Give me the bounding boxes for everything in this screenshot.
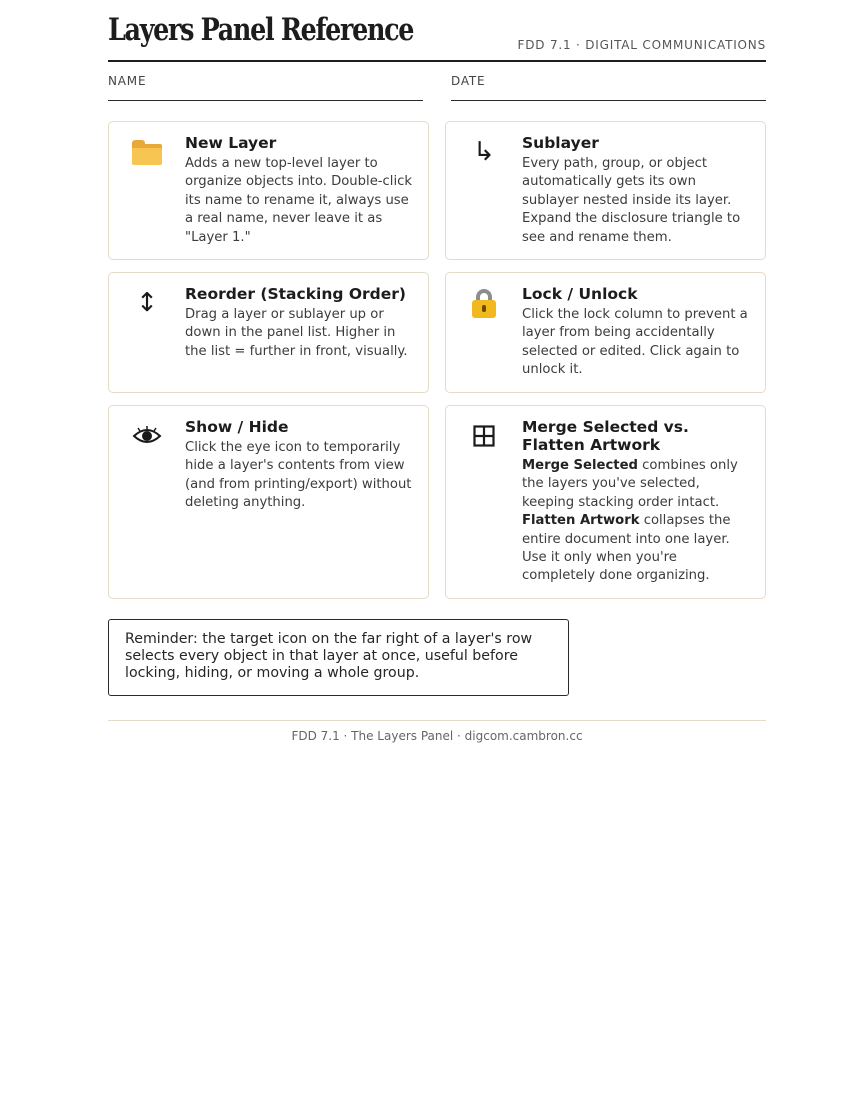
sublayer-arrow-icon: ↳	[473, 137, 495, 167]
card-description: Click the lock column to prevent a layer from being accidentally selected or edited. Click again to unlock it.	[522, 307, 748, 378]
page-footer: FDD 7.1 · The Layers Panel · digcom.cambron.cc	[108, 720, 766, 743]
card-description: Adds a new top-level layer to organize objects into. Double-click its name to rename it, always use a real name, never leave it as "Layer 1."	[185, 156, 413, 245]
card-show-hide	[108, 405, 429, 599]
card-description	[522, 457, 754, 586]
card-lock-unlock	[445, 272, 766, 393]
name-field-label: NAME	[108, 74, 147, 88]
card-title: Show / Hide	[185, 418, 289, 436]
reminder-box: Reminder: the target icon on the far right of a layer's row selects every object in that layer at once, useful before locking, hiding, or moving a whole group.	[108, 619, 569, 696]
card-reorder	[108, 272, 429, 393]
worksheet-page	[108, 0, 766, 743]
page-title: Layers Panel Reference	[108, 12, 414, 48]
card-title: Merge Selected vs. Flatten Artwork	[522, 418, 689, 454]
card-sublayer	[445, 121, 766, 260]
card-title: New Layer	[185, 134, 277, 152]
date-field-label: DATE	[451, 74, 486, 88]
flatten-artwork-text: collapses the entire document into one layer. Use it only when you're completely done organizing.	[522, 513, 731, 584]
card-description: Click the eye icon to temporarily hide a layer's contents from view (and from printing/export) without deleting anything.	[185, 440, 412, 511]
merge-selected-text: combines only the layers you've selected, keeping stacking order intact.	[522, 458, 738, 510]
card-title: Sublayer	[522, 134, 599, 152]
card-title: Reorder (Stacking Order)	[185, 285, 406, 303]
eye-icon	[129, 420, 165, 452]
date-field[interactable]	[451, 70, 766, 101]
card-description: Drag a layer or sublayer up or down in the panel list. Higher in the list = further in front, visually.	[185, 307, 408, 359]
card-new-layer	[108, 121, 429, 260]
folder-icon	[129, 136, 165, 168]
card-title: Lock / Unlock	[522, 285, 638, 303]
up-down-arrow-icon: ↕	[136, 288, 158, 318]
flatten-artwork-term: Flatten Artwork	[522, 513, 640, 529]
page-header	[108, 0, 766, 62]
card-merge-flatten	[445, 405, 766, 599]
card-description: Every path, group, or object automatically gets its own sublayer nested inside its layer. Expand the disclosure triangle to see and rename them.	[522, 156, 741, 245]
course-subtitle: FDD 7.1 · DIGITAL COMMUNICATIONS	[517, 38, 766, 52]
name-field[interactable]	[108, 70, 423, 101]
lock-icon	[466, 287, 502, 319]
merge-selected-term: Merge Selected	[522, 458, 638, 473]
student-fields	[108, 70, 766, 110]
squared-plus-icon	[466, 420, 502, 452]
